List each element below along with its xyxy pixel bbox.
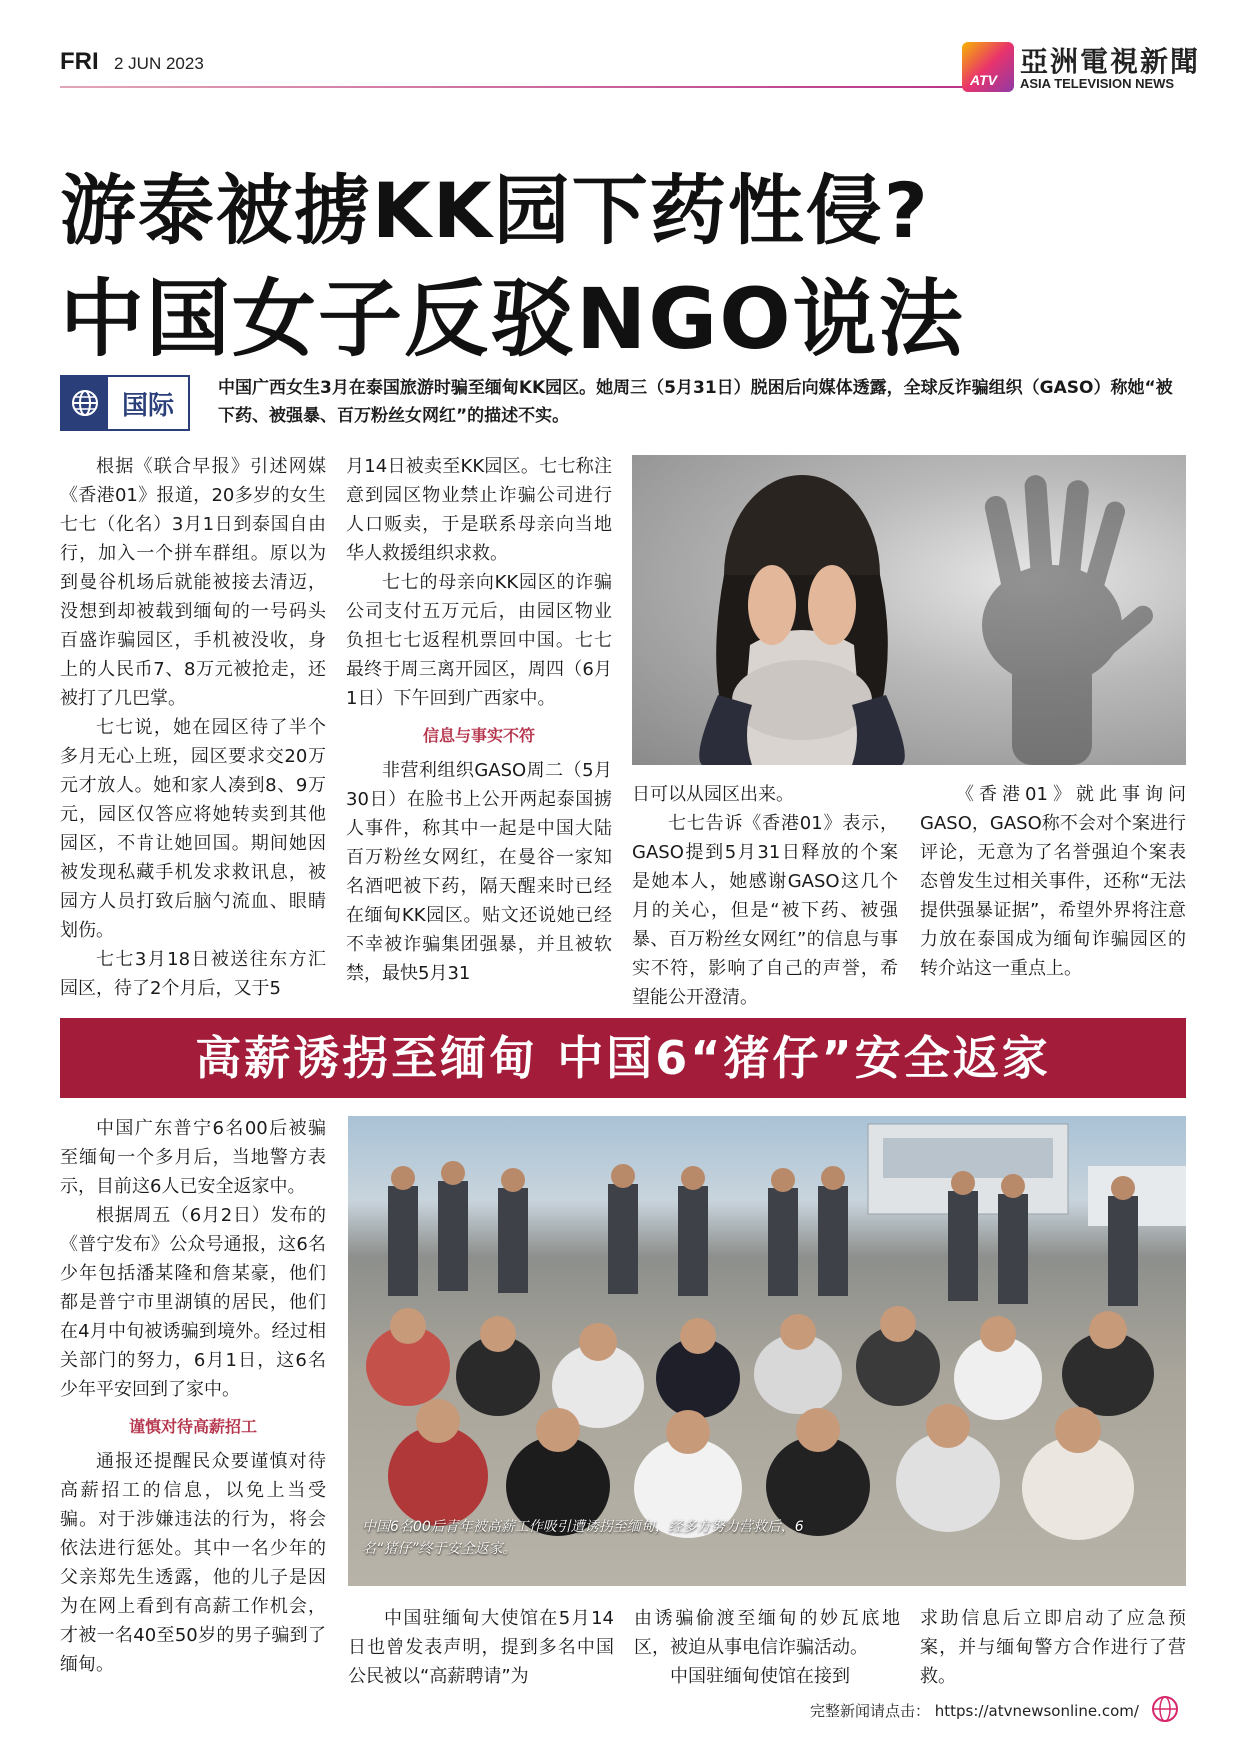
paragraph: 日可以从园区出来。 — [632, 784, 794, 805]
paragraph: 中国广东普宁6名00后被骗至缅甸一个多月后，当地警方表示，目前这6人已安全返家中。 — [60, 1118, 326, 1197]
masthead-day: FRI — [60, 48, 99, 75]
paragraph: 《香港01》就此事询问GASO，GASO称不会对个案进行评论，无意为了名誉强迫个案表态曾发生过相关事件，还称“无法提供强暴证据”，希望外界将注意力放在泰国成为缅甸诈骗园区的转介站这一重点上。 — [920, 784, 1186, 979]
paragraph: 根据周五（6月2日）发布的《普宁发布》公众号通报，这6名少年包括潘某隆和詹某豪，他们都是普宁市里湖镇的居民，他们在4月中旬被诱骗到境外。经过相关部门的努力，6月1日，这6名少年平安回到了家中。 — [60, 1205, 326, 1400]
article2-column-4 — [920, 1604, 1186, 1691]
article-lead: 中国广西女生3月在泰国旅游时骗至缅甸KK园区。她周三（5月31日）脱困后向媒体透露，全球反诈骗组织（GASO）称她“被下药、被强暴、百万粉丝女网红”的描述不实。 — [218, 378, 1173, 426]
atv-logo-badge: ATV — [970, 72, 997, 88]
photo-distressed-woman — [632, 455, 1186, 765]
paragraph: 七七3月18日被送往东方汇园区，待了2个月后，又于5 — [60, 949, 326, 999]
section-tag-label: 国际 — [121, 390, 174, 421]
paragraph: 通报还提醒民众要谨慎对待高薪招工的信息，以免上当受骗。对于涉嫌违法的行为，将会依法进行惩处。其中一名少年的父亲郑先生透露，他的儿子是因为在网上看到有高薪工作机会，才被一名40至50岁的男子骗到了缅甸。 — [60, 1451, 326, 1675]
brand-name-cn: 亞洲電視新聞 — [1020, 45, 1201, 78]
article2-column-2 — [348, 1604, 614, 1691]
masthead-divider — [60, 86, 970, 88]
article2-column-3 — [634, 1604, 900, 1691]
section-tag — [60, 375, 190, 431]
masthead-date: 2 JUN 2023 — [114, 54, 204, 73]
photo-caption: 中国6名00后青年被高薪工作吸引遭诱拐至缅甸，经多方努力营救后，6名“猪仔”终于安全返家。 — [362, 1519, 804, 1557]
paragraph: 七七的母亲向KK园区的诈骗公司支付五万元后，由园区物业负担七七返程机票回中国。七七最终于周三离开园区，周四（6月1日）下午回到广西家中。 — [346, 572, 612, 709]
article1-column-3 — [632, 780, 898, 1012]
article2-column-1 — [60, 1114, 326, 1679]
article1-column-1 — [60, 452, 326, 1003]
article1-subheading: 信息与事实不符 — [422, 726, 535, 745]
paragraph: 月14日被卖至KK园区。七七称注意到园区物业禁止诈骗公司进行人口贩卖，于是联系母亲向当地华人救援组织求救。 — [346, 456, 612, 564]
article1-column-2 — [346, 452, 612, 988]
headline-line-2: 中国女子反驳NGO说法 — [60, 270, 965, 368]
globe-icon — [62, 377, 108, 429]
paragraph: 非营利组织GASO周二（5月30日）在脸书上公开两起泰国掳人事件，称其中一起是中国大陆百万粉丝女网红，在曼谷一家知名酒吧被下药，隔天醒来时已经在缅甸KK园区。贴文还说她已经不幸被诈骗集团强暴，并且被软禁，最快5月31 — [346, 760, 612, 984]
paragraph: 七七告诉《香港01》表示，GASO提到5月31日释放的个案是她本人，她感谢GASO这几个月的关心，但是“被下药、被强暴、百万粉丝女网红”的信息与事实不符，影响了自己的声誉，希望能公开澄清。 — [632, 813, 898, 1008]
paragraph: 求助信息后立即启动了应急预案，并与缅甸警方合作进行了营救。 — [920, 1608, 1186, 1687]
article1-column-4 — [920, 780, 1186, 983]
web-globe-icon[interactable] — [1150, 1694, 1180, 1724]
paragraph: 由诱骗偷渡至缅甸的妙瓦底地区，被迫从事电信诈骗活动。 — [634, 1608, 900, 1658]
article2-subheading: 谨慎对待高薪招工 — [128, 1417, 257, 1436]
paragraph: 根据《联合早报》引述网媒《香港01》报道，20多岁的女生七七（化名）3月1日到泰国自由行，加入一个拼车群组。原以为到曼谷机场后就能被接去清迈，没想到却被载到缅甸的一号码头百盛诈骗园区，手机被没收，身上的人民币7、8万元被抢走，还被打了几巴掌。 — [60, 456, 326, 709]
paragraph: 七七说，她在园区待了半个多月无心上班，园区要求交20万元才放人。她和家人凑到8、9万元，园区仅答应将她转卖到其他园区，不肯让她回国。期间她因被发现私藏手机发求救讯息，被园方人员打致后脑勺流血、眼睛划伤。 — [60, 717, 326, 941]
headline-line-1: 游泰被掳KK园下药性侵? — [60, 166, 930, 255]
atv-logo — [962, 42, 1014, 92]
brand-name-en: ASIA TELEVISION NEWS — [1020, 76, 1175, 91]
section-banner-headline: 高薪诱拐至缅甸 中国6“猪仔”安全返家 — [60, 1018, 1186, 1098]
footer-link-text[interactable]: 完整新闻请点击： https://atvnewsonline.com/ — [810, 1702, 1139, 1720]
paragraph: 中国驻缅甸大使馆在5月14日也曾发表声明，提到多名中国公民被以“高薪聘请”为 — [348, 1608, 614, 1687]
paragraph: 中国驻缅甸使馆在接到 — [670, 1666, 850, 1687]
